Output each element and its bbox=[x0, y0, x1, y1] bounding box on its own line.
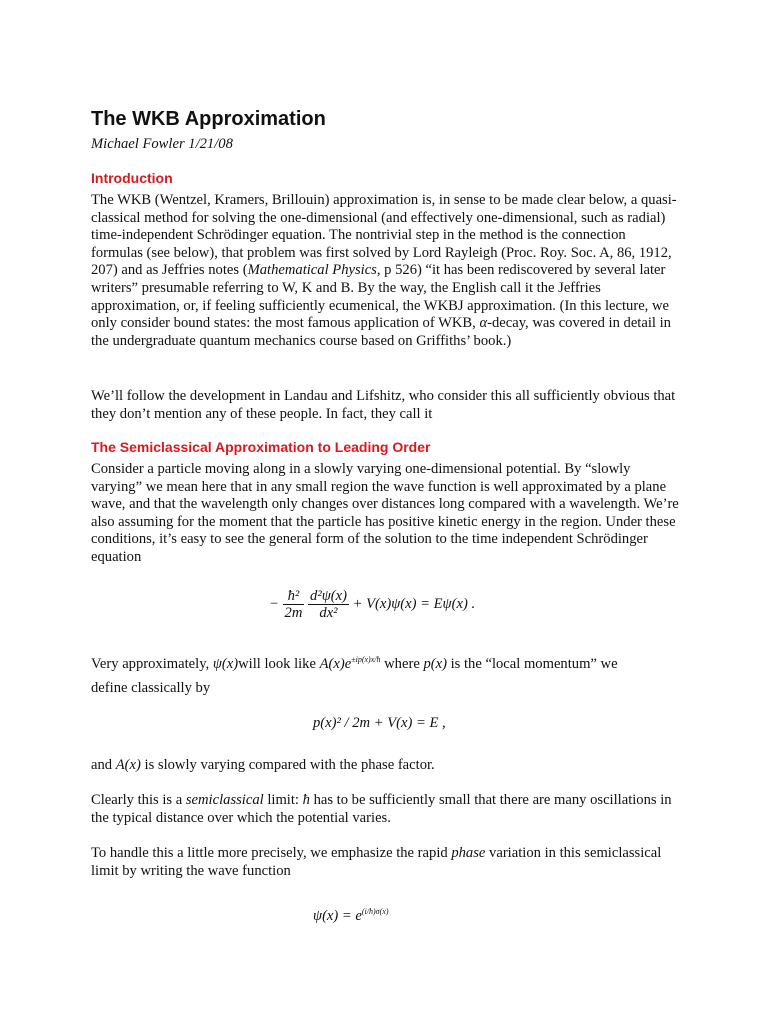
intro-text-c: -decay, was covered in detail in the undergraduate quantum mechanics course based on Griffiths’ book.) bbox=[91, 315, 671, 349]
section-heading-introduction: Introduction bbox=[91, 170, 173, 186]
and-text-2: is slowly varying compared with the phase factor. bbox=[144, 757, 435, 773]
phase-paragraph bbox=[91, 845, 681, 880]
intro-text-b: , p 526) “it has been rediscovered by several later writers” presumable referring to W, K and B. By the way, the English call it the Jeffries approximation, or, if feeling sufficiently ecumenical, the WKBJ approximation. (In this lecture, we only consider bound states: the most famous application of WKB, bbox=[91, 262, 669, 332]
eq3-exponent: (i/ħ)σ(x) bbox=[361, 907, 389, 916]
clear-hbar: ħ bbox=[302, 792, 310, 808]
clear-text-1: Clearly this is a bbox=[91, 792, 183, 808]
eq3-base: ψ(x) = e bbox=[313, 908, 362, 924]
va-text-1: Very approximately, bbox=[91, 656, 210, 672]
semiclassical-limit-paragraph bbox=[91, 792, 681, 827]
intro-text-a: The WKB (Wentzel, Kramers, Brillouin) approximation is, in sense to be made clear below, a quasi-classical method for solving the one-dimensional (and effectively one-dimensional, such as radial) time-independent Schrödinger equation. The nontrivial step in the method is the connection formulas (see below), that problem was first solved by Lord Rayleigh (Proc. Roy. Soc. A, 86, 1912, 207) and as Jeffries notes ( bbox=[91, 192, 677, 279]
clear-text-3: has to be sufficiently small that there are many oscillations in the typical distance over which the potential varies. bbox=[91, 792, 672, 826]
approximation-paragraph bbox=[91, 651, 681, 697]
handle-text-2: variation in this semiclassical limit by writing the wave function bbox=[91, 845, 662, 879]
va-text-5: define classically by bbox=[91, 679, 211, 696]
eq1-minus: − bbox=[269, 595, 279, 612]
semiclassical-paragraph-1: Consider a particle moving along in a slowly varying one-dimensional potential. By “slowly varying” we mean here that in any small region the wave function is well approximated by a plane wave, and that the wavelength only changes over distances long compared with a wavelength. We’re also assuming for the moment that the particle has positive kinetic energy in the region. Under these conditions, it’s easy to see the general form of the solution to the time independent Schrödinger equation bbox=[91, 461, 679, 565]
va-text-2: will look like bbox=[238, 656, 316, 672]
and-text-1: and bbox=[91, 757, 113, 773]
eq1-num-2: d²ψ(x) bbox=[310, 588, 347, 604]
eq1-den-1: 2m bbox=[284, 605, 303, 621]
eq1-num-1: ħ² bbox=[283, 588, 305, 605]
va-psi: ψ(x) bbox=[212, 656, 239, 672]
eq1-fraction-2 bbox=[308, 588, 349, 621]
va-text-3: where bbox=[384, 656, 420, 672]
alpha-symbol: α bbox=[479, 315, 488, 332]
handle-phase: phase bbox=[451, 845, 486, 861]
eq1-fraction-1 bbox=[283, 588, 305, 621]
book-title: Mathematical Physics bbox=[247, 262, 377, 279]
wavefunction-equation bbox=[313, 903, 389, 926]
va-exponent: ±ip(x)x/ħ bbox=[351, 655, 381, 664]
amplitude-paragraph bbox=[91, 757, 681, 775]
page-title: The WKB Approximation bbox=[91, 108, 326, 130]
section-heading-semiclassical: The Semiclassical Approximation to Leading Order bbox=[91, 439, 431, 455]
handle-text-1: To handle this a little more precisely, we emphasize the rapid bbox=[91, 845, 448, 861]
clear-semiclassical: semiclassical bbox=[185, 792, 264, 808]
intro-paragraph-1 bbox=[91, 192, 681, 350]
va-text-4: is the “local momentum” we bbox=[450, 656, 618, 672]
eq1-den-2: dx² bbox=[319, 605, 338, 621]
eq1-rest: + V(x)ψ(x) = Eψ(x) . bbox=[352, 595, 476, 612]
schrodinger-equation bbox=[269, 588, 475, 621]
va-p: p(x) bbox=[423, 656, 447, 672]
clear-text-2: limit: bbox=[267, 792, 299, 808]
author-line: Michael Fowler 1/21/08 bbox=[91, 136, 233, 152]
local-momentum-equation: p(x)² / 2m + V(x) = E , bbox=[313, 715, 446, 731]
va-amplitude: A(x)e bbox=[319, 656, 352, 672]
and-amplitude: A(x) bbox=[115, 757, 141, 773]
intro-paragraph-2: We’ll follow the development in Landau and Lifshitz, who consider this all sufficiently obvious that they don’t mention any of these people. In fact, they call it bbox=[91, 388, 676, 422]
